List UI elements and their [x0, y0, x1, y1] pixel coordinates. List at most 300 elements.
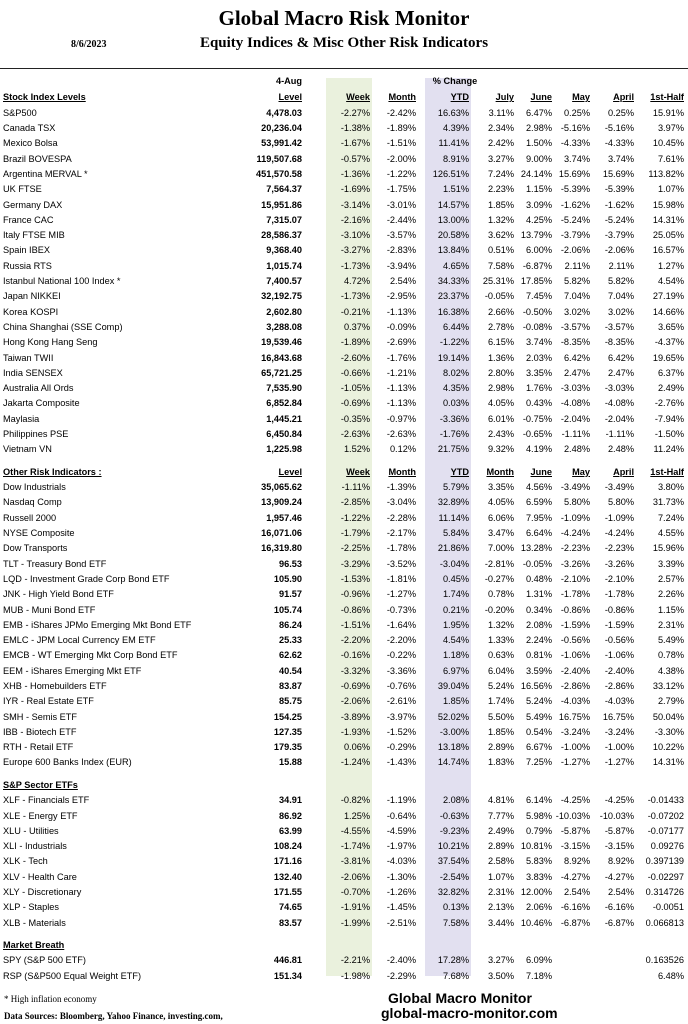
table-row [0, 541, 688, 556]
table-cell: 105.74 [273, 604, 302, 615]
row-label: Mexico Bolsa [3, 138, 58, 149]
row-label: Canada TSX [3, 123, 56, 134]
table-cell: -2.54% [439, 871, 469, 882]
title-divider [0, 68, 688, 69]
table-cell: -1.79% [340, 528, 370, 539]
report-date: 8/6/2023 [71, 39, 107, 50]
table-cell: 5.98% [525, 810, 552, 821]
table-cell: -0.86% [604, 604, 634, 615]
row-label: Jakarta Composite [3, 398, 80, 409]
column-header: YTD [450, 466, 469, 477]
table-cell: 1.85% [487, 726, 514, 737]
table-cell: -1.51% [386, 138, 416, 149]
table-cell: 31.73% [652, 497, 684, 508]
table-cell: -3.32% [340, 665, 370, 676]
table-cell: -3.03% [560, 383, 590, 394]
table-cell: -2.06% [560, 245, 590, 256]
table-cell: -1.67% [340, 138, 370, 149]
table-cell: 7.04% [607, 291, 634, 302]
table-cell: 3.74% [525, 337, 552, 348]
table-cell: 5.80% [563, 497, 590, 508]
table-cell: 16.56% [520, 680, 552, 691]
header-date: 4-Aug [275, 76, 302, 86]
table-cell: -0.76% [386, 680, 416, 691]
table-cell: -1.00% [560, 742, 590, 753]
table-cell: 1.83% [487, 757, 514, 768]
table-cell: -2.04% [560, 413, 590, 424]
table-cell: 50.04% [652, 711, 684, 722]
table-cell: -6.87% [560, 917, 590, 928]
table-cell: 3.65% [657, 321, 684, 332]
table-cell: 2.98% [525, 123, 552, 134]
table-cell: -1.21% [386, 367, 416, 378]
row-label: Dow Industrials [3, 482, 66, 493]
table-cell: -5.24% [604, 214, 634, 225]
table-cell: 2.89% [487, 742, 514, 753]
table-cell: -1.59% [604, 619, 634, 630]
table-cell: 10.81% [520, 841, 552, 852]
table-row [0, 121, 688, 136]
table-cell: 4.25% [525, 214, 552, 225]
table-row [0, 351, 688, 366]
row-label: Italy FTSE MIB [3, 230, 65, 241]
table-row [0, 213, 688, 228]
table-cell: 446.81 [273, 955, 302, 966]
table-cell: 7.04% [563, 291, 590, 302]
footnote: * High inflation economy [4, 994, 97, 1004]
table-cell: -4.25% [560, 795, 590, 806]
table-row [0, 106, 688, 121]
table-cell: -3.00% [439, 726, 469, 737]
table-cell: 15.96% [652, 543, 684, 554]
table-cell: 1.15% [525, 184, 552, 195]
table-cell: 2.58% [487, 856, 514, 867]
table-cell: -4.03% [386, 856, 416, 867]
table-cell: 132.40 [273, 871, 302, 882]
table-cell: -0.57% [340, 153, 370, 164]
table-cell: 6.01% [487, 413, 514, 424]
row-label: TLT - Treasury Bond ETF [3, 558, 107, 569]
table-cell: 1.07% [487, 871, 514, 882]
row-label: Maylasia [3, 413, 40, 424]
table-cell: 3.80% [657, 482, 684, 493]
table-cell: 0.314726 [645, 887, 684, 898]
table-cell: 2.89% [487, 841, 514, 852]
table-cell: 127.35 [273, 726, 302, 737]
column-header: April [613, 466, 634, 477]
table-cell: -1.50% [654, 429, 684, 440]
table-cell: -1.22% [340, 512, 370, 523]
table-cell: -1.13% [386, 306, 416, 317]
table-row [0, 412, 688, 427]
row-label: Argentina MERVAL * [3, 168, 88, 179]
table-cell: -1.97% [386, 841, 416, 852]
table-cell: 25.33 [279, 635, 302, 646]
table-cell: -0.05% [522, 558, 552, 569]
table-cell: 2.54% [389, 276, 416, 287]
section-title: Other Risk Indicators : [3, 466, 102, 477]
column-header: Month [388, 92, 416, 103]
table-cell: 2.43% [487, 429, 514, 440]
table-cell: 0.21% [442, 604, 469, 615]
table-cell: 1.50% [525, 138, 552, 149]
table-cell: 108.24 [273, 841, 302, 852]
table-cell: 3.27% [487, 955, 514, 966]
table-cell: -0.65% [522, 429, 552, 440]
table-cell: -0.69% [340, 398, 370, 409]
table-cell: -2.23% [560, 543, 590, 554]
table-row [0, 228, 688, 243]
table-cell: 2.78% [487, 321, 514, 332]
table-cell: 2.79% [657, 696, 684, 707]
table-cell: -1.39% [386, 482, 416, 493]
row-label: XLI - Industrials [3, 841, 67, 852]
table-cell: -1.00% [604, 742, 634, 753]
column-header: Week [346, 92, 370, 103]
table-cell: -1.62% [604, 199, 634, 210]
table-cell: 113.82% [648, 168, 684, 179]
table-cell: 74.65 [279, 902, 302, 913]
table-cell: 2.31% [657, 619, 684, 630]
row-label: Korea KOSPI [3, 306, 59, 317]
table-cell: 2.54% [563, 887, 590, 898]
table-cell: -5.39% [560, 184, 590, 195]
table-cell: -0.09% [386, 321, 416, 332]
table-cell: -3.89% [340, 711, 370, 722]
table-cell: -3.49% [560, 482, 590, 493]
table-cell: -1.45% [386, 902, 416, 913]
table-cell: -0.29% [386, 742, 416, 753]
table-cell: 3.47% [487, 528, 514, 539]
table-cell: -1.24% [340, 757, 370, 768]
table-cell: 126.51% [432, 168, 469, 179]
row-label: Russell 2000 [3, 512, 57, 523]
table-cell: 6,450.84 [266, 429, 302, 440]
table-cell: 4.72% [343, 276, 370, 287]
table-cell: -0.73% [386, 604, 416, 615]
table-cell: 5.49% [657, 635, 684, 646]
table-cell: -6.16% [560, 902, 590, 913]
table-cell: 2.13% [487, 902, 514, 913]
row-label: SPY (S&P 500 ETF) [3, 955, 86, 966]
table-cell: -2.06% [340, 871, 370, 882]
table-cell: 86.24 [279, 619, 302, 630]
table-row [0, 557, 688, 572]
table-cell: 6.15% [487, 337, 514, 348]
column-header: July [495, 92, 514, 103]
table-cell: 0.45% [442, 573, 469, 584]
table-cell: -2.76% [654, 398, 684, 409]
table-row [0, 480, 688, 495]
table-cell: 5.84% [442, 528, 469, 539]
table-cell: 1.74% [487, 696, 514, 707]
table-cell: 13.79% [520, 230, 552, 241]
table-cell: -2.17% [386, 528, 416, 539]
table-cell: 7,315.07 [266, 214, 302, 225]
table-cell: -0.66% [340, 367, 370, 378]
table-cell: 85.75 [279, 696, 302, 707]
row-label: XLV - Health Care [3, 871, 77, 882]
table-cell: 3.11% [488, 107, 514, 118]
row-label: India SENSEX [3, 367, 63, 378]
table-cell: -2.10% [604, 573, 634, 584]
table-cell: 6,852.84 [266, 398, 302, 409]
column-header: Month [388, 466, 416, 477]
table-cell: 2.66% [487, 306, 514, 317]
table-cell: 1.18% [442, 650, 469, 661]
table-cell: 0.06% [343, 742, 370, 753]
table-cell: -0.75% [522, 413, 552, 424]
row-label: Istanbul National 100 Index * [3, 276, 121, 287]
table-row [0, 694, 688, 709]
table-cell: 16,319.80 [261, 543, 302, 554]
column-header: Month [486, 466, 514, 477]
table-cell: 1,225.98 [266, 444, 302, 455]
table-cell: 5.24% [487, 680, 514, 691]
table-cell: -8.35% [604, 337, 634, 348]
table-cell: -2.69% [386, 337, 416, 348]
table-cell: 0.37% [343, 321, 370, 332]
table-cell: 33.12% [652, 680, 684, 691]
table-cell: -2.23% [604, 543, 634, 554]
table-cell: -4.25% [604, 795, 634, 806]
table-cell: 2.23% [487, 184, 514, 195]
table-cell: -1.43% [386, 757, 416, 768]
table-cell: -0.01433 [647, 795, 684, 806]
table-row [0, 289, 688, 304]
table-cell: 21.86% [437, 543, 469, 554]
table-cell: 0.25% [607, 107, 634, 118]
table-cell: -1.59% [560, 619, 590, 630]
table-cell: 20.58% [437, 230, 469, 241]
table-cell: -2.20% [340, 635, 370, 646]
table-cell: -1.13% [386, 398, 416, 409]
table-cell: 2.98% [487, 383, 514, 394]
table-cell: -1.98% [340, 970, 370, 981]
row-label: Brazil BOVESPA [3, 153, 72, 164]
table-row [0, 243, 688, 258]
table-cell: -2.51% [386, 917, 416, 928]
table-cell: 53,991.42 [261, 138, 302, 149]
table-cell: -0.07202 [647, 810, 684, 821]
table-cell: 32,192.75 [261, 291, 302, 302]
table-cell: 0.78% [487, 589, 514, 600]
table-cell: 1,015.74 [266, 260, 302, 271]
table-cell: 65,721.25 [261, 367, 302, 378]
table-cell: -2.95% [386, 291, 416, 302]
column-header: Week [346, 466, 370, 477]
table-cell: -7.94% [654, 413, 684, 424]
table-cell: -1.62% [560, 199, 590, 210]
table-cell: -0.21% [340, 306, 370, 317]
table-cell: -2.63% [340, 429, 370, 440]
table-cell: -0.0051 [652, 902, 684, 913]
table-cell: -1.76% [386, 352, 416, 363]
table-cell: -1.11% [341, 482, 370, 493]
row-label: RSP (S&P500 Equal Weight ETF) [3, 970, 142, 981]
table-row [0, 366, 688, 381]
table-cell: -1.69% [340, 184, 370, 195]
table-cell: 5.79% [442, 482, 469, 493]
table-cell: 4.19% [525, 444, 552, 455]
table-cell: 2.08% [442, 795, 469, 806]
table-cell: 11.41% [438, 138, 469, 149]
table-cell: 2.11% [608, 260, 634, 271]
table-row [0, 603, 688, 618]
table-cell: 0.63% [487, 650, 514, 661]
table-cell: -5.16% [560, 123, 590, 134]
table-cell: -1.75% [386, 184, 416, 195]
table-cell: 3.35% [487, 482, 514, 493]
table-cell: 1,445.21 [266, 413, 302, 424]
table-cell: -3.97% [386, 711, 416, 722]
table-cell: 12.00% [520, 887, 552, 898]
table-cell: 0.066813 [645, 917, 684, 928]
table-cell: 2.54% [607, 887, 634, 898]
table-cell: 16.75% [602, 711, 634, 722]
table-row [0, 725, 688, 740]
table-cell: 14.31% [652, 214, 684, 225]
table-cell: 2.03% [525, 352, 552, 363]
table-cell: -3.57% [560, 321, 590, 332]
table-cell: 0.163526 [645, 955, 684, 966]
table-cell: -3.27% [340, 245, 370, 256]
table-cell: -1.74% [340, 841, 370, 852]
table-row [0, 396, 688, 411]
table-cell: 4.38% [657, 665, 684, 676]
table-cell: 7.00% [487, 543, 514, 554]
column-header: May [572, 466, 590, 477]
table-cell: 7.95% [525, 512, 552, 523]
table-cell: 15.91% [652, 107, 684, 118]
table-cell: -2.21% [340, 955, 370, 966]
table-cell: 3.50% [487, 970, 514, 981]
table-cell: -3.03% [604, 383, 634, 394]
table-cell: -1.26% [386, 887, 416, 898]
table-cell: 13.84% [437, 245, 469, 256]
table-cell: -4.08% [604, 398, 634, 409]
table-cell: -4.33% [560, 138, 590, 149]
table-cell: 1.51% [442, 184, 469, 195]
table-cell: -3.15% [560, 841, 590, 852]
table-cell: -3.01% [386, 199, 416, 210]
row-label: IYR - Real Estate ETF [3, 696, 94, 707]
column-header: Level [278, 92, 302, 103]
table-row [0, 442, 688, 457]
table-cell: 1.85% [487, 199, 514, 210]
table-cell: -0.22% [386, 650, 416, 661]
table-cell: 7.68% [442, 970, 469, 981]
table-cell: 2.47% [563, 367, 590, 378]
table-cell: 0.78% [657, 650, 684, 661]
table-cell: -1.89% [340, 337, 370, 348]
table-cell: -0.27% [484, 573, 514, 584]
table-cell: -2.40% [560, 665, 590, 676]
table-cell: 6.47% [525, 107, 552, 118]
table-cell: -3.36% [386, 665, 416, 676]
table-cell: 8.92% [607, 856, 634, 867]
table-cell: -2.83% [386, 245, 416, 256]
table-cell: -2.28% [386, 512, 416, 523]
table-row [0, 320, 688, 335]
table-cell: -3.36% [439, 413, 469, 424]
table-cell: -4.03% [560, 696, 590, 707]
table-cell: 2.34% [487, 123, 514, 134]
table-cell: -1.78% [560, 589, 590, 600]
table-cell: -2.63% [386, 429, 416, 440]
table-cell: 1.74% [442, 589, 469, 600]
table-cell: -2.29% [386, 970, 416, 981]
row-label: Hong Kong Hang Seng [3, 337, 98, 348]
table-cell: 7.61% [657, 153, 684, 164]
table-cell: 17.28% [437, 955, 469, 966]
table-cell: 17.85% [520, 276, 552, 287]
table-cell: -2.10% [560, 573, 590, 584]
table-cell: 0.25% [563, 107, 590, 118]
row-label: Germany DAX [3, 199, 63, 210]
table-row [0, 526, 688, 541]
table-cell: -1.36% [340, 168, 370, 179]
table-cell: 1.07% [657, 184, 684, 195]
table-row [0, 793, 688, 808]
table-cell: 6.06% [487, 512, 514, 523]
table-cell: -0.56% [560, 635, 590, 646]
table-row [0, 710, 688, 725]
table-cell: 83.57 [279, 917, 302, 928]
table-cell: 16.38% [437, 306, 469, 317]
table-row [0, 839, 688, 854]
table-cell: 0.51% [487, 245, 514, 256]
table-cell: 25.05% [652, 230, 684, 241]
table-row [0, 885, 688, 900]
page-title: Global Macro Risk Monitor [218, 6, 470, 30]
table-cell: 5.82% [607, 276, 634, 287]
row-label: Nasdaq Comp [3, 497, 62, 508]
table-cell: -1.11% [561, 429, 590, 440]
column-header: May [572, 92, 590, 103]
row-label: Spain IBEX [3, 245, 50, 256]
table-cell: 20,236.04 [261, 123, 302, 134]
table-cell: 14.66% [652, 306, 684, 317]
table-cell: -3.29% [340, 558, 370, 569]
row-label: Vietnam VN [3, 444, 52, 455]
table-cell: -2.44% [386, 214, 416, 225]
table-cell: -1.93% [340, 726, 370, 737]
table-cell: 6.97% [442, 665, 469, 676]
table-cell: -2.00% [386, 153, 416, 164]
table-cell: -5.16% [604, 123, 634, 134]
table-cell: -2.60% [340, 352, 370, 363]
table-cell: 6.67% [525, 742, 552, 753]
table-cell: -5.87% [560, 825, 590, 836]
table-cell: -1.27% [560, 757, 590, 768]
row-label: XLF - Financials ETF [3, 795, 90, 806]
table-cell: 4.39% [442, 123, 469, 134]
table-cell: 19.65% [652, 352, 684, 363]
table-cell: -3.57% [604, 321, 634, 332]
table-cell: -3.30% [654, 726, 684, 737]
row-label: Russia RTS [3, 260, 52, 271]
row-label: UK FTSE [3, 184, 42, 195]
table-cell: -2.42% [386, 107, 416, 118]
table-row [0, 167, 688, 182]
table-cell: 0.43% [525, 398, 552, 409]
table-row [0, 969, 688, 984]
table-cell: -0.70% [340, 887, 370, 898]
table-cell: 5.50% [487, 711, 514, 722]
table-cell: 6.04% [487, 665, 514, 676]
table-cell: -0.08% [522, 321, 552, 332]
